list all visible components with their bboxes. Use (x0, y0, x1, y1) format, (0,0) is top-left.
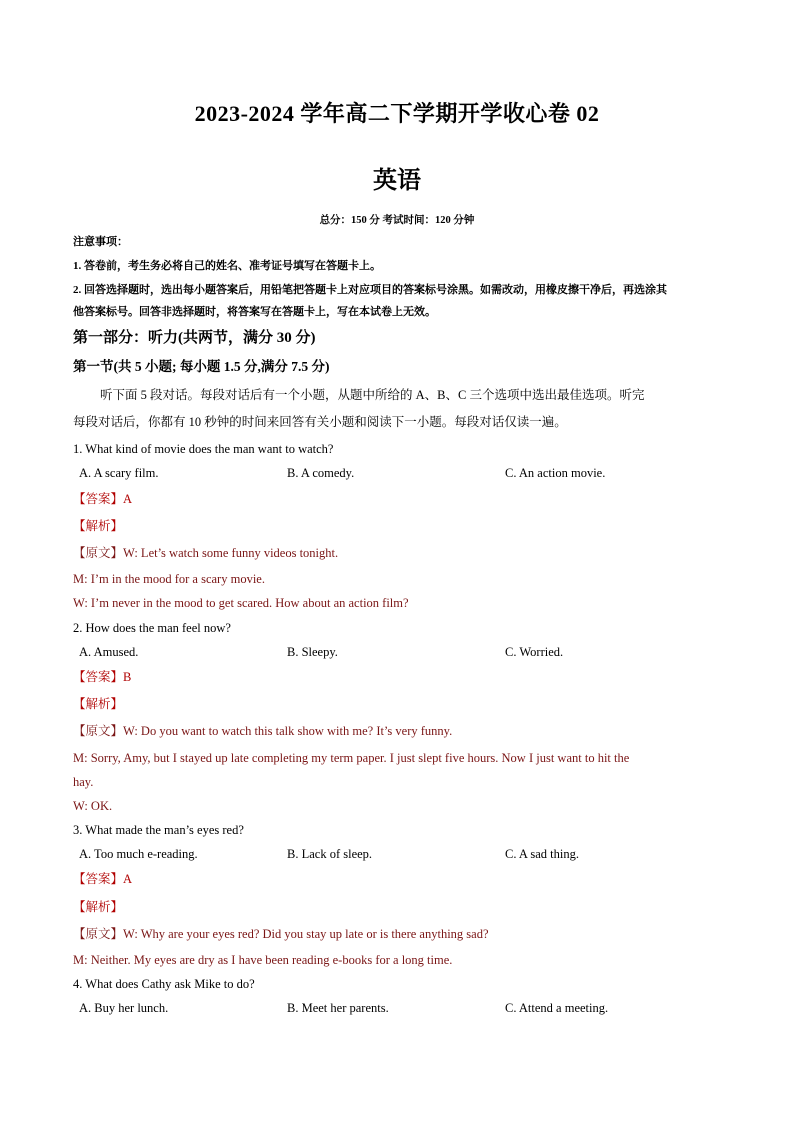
notice-item: 1. 答卷前，考生务必将自己的姓名、准考证号填写在答题卡上。 (73, 260, 381, 272)
option-a: A. Too much e-reading. (79, 847, 198, 861)
option-c: C. An action movie. (505, 466, 606, 480)
answer-label: 【答案】B (73, 670, 132, 684)
instructions-line: 每段对话后，你都有 10 秒钟的时间来回答有关小题和阅读下一小题。每段对话仅读一遍。 (73, 415, 567, 429)
option-c: C. A sad thing. (505, 847, 579, 861)
transcript-line: hay. (73, 775, 94, 789)
option-b: B. Sleepy. (287, 645, 338, 659)
section-heading: 第一节(共 5 小题; 每小题 1.5 分,满分 7.5 分) (73, 359, 330, 374)
transcript-line: 【原文】W: Let’s watch some funny videos tonight. (73, 546, 339, 560)
question-stem: 2. How does the man feel now? (73, 621, 231, 635)
notice-heading: 注意事项： (73, 236, 128, 248)
subject-title: 英语 (373, 168, 421, 194)
question-stem: 4. What does Cathy ask Mike to do? (73, 977, 255, 991)
option-b: B. Lack of sleep. (287, 847, 373, 861)
option-b: B. A comedy. (287, 466, 355, 480)
analysis-label: 【解析】 (73, 900, 124, 914)
analysis-label: 【解析】 (73, 697, 124, 711)
analysis-label: 【解析】 (73, 519, 124, 533)
option-b: B. Meet her parents. (287, 1001, 389, 1015)
option-c: C. Attend a meeting. (505, 1001, 609, 1015)
part-heading: 第一部分：听力(共两节，满分 30 分) (73, 330, 316, 346)
transcript-line: W: I’m never in the mood to get scared. How about an action film? (73, 596, 409, 610)
option-a: A. Buy her lunch. (79, 1001, 169, 1015)
question-stem: 3. What made the man’s eyes red? (73, 823, 244, 837)
transcript-line: 【原文】W: Do you want to watch this talk show with me? It’s very funny. (73, 724, 453, 738)
notice-item: 2. 回答选择题时，选出每小题答案后，用铅笔把答题卡上对应项目的答案标号涂黑。如需改动，用橡皮擦干净后，再选涂其 (73, 284, 667, 296)
option-a: A. Amused. (79, 645, 139, 659)
instructions-line: 听下面 5 段对话。每段对话后有一个小题，从题中所给的 A、B、C 三个选项中选出最佳选项。听完 (100, 388, 645, 402)
transcript-line: W: OK. (73, 799, 113, 813)
answer-label: 【答案】A (73, 872, 133, 886)
notice-item: 他答案标号。回答非选择题时，将答案写在答题卡上，写在本试卷上无效。 (73, 306, 436, 318)
transcript-line: M: Sorry, Amy, but I stayed up late completing my term paper. I just slept five hours. Now I just want to hit the (73, 751, 630, 765)
option-c: C. Worried. (505, 645, 564, 659)
transcript-line: 【原文】W: Why are your eyes red? Did you stay up late or is there anything sad? (73, 927, 489, 941)
transcript-line: M: I’m in the mood for a scary movie. (73, 572, 265, 586)
question-stem: 1. What kind of movie does the man want to watch? (73, 442, 334, 456)
transcript-line: M: Neither. My eyes are dry as I have been reading e-books for a long time. (73, 953, 453, 967)
option-a: A. A scary film. (79, 466, 159, 480)
answer-label: 【答案】A (73, 492, 133, 506)
exam-meta: 总分：150 分 考试时间：120 分钟 (319, 215, 475, 226)
exam-title: 2023-2024 学年高二下学期开学收心卷 02 (194, 101, 600, 126)
